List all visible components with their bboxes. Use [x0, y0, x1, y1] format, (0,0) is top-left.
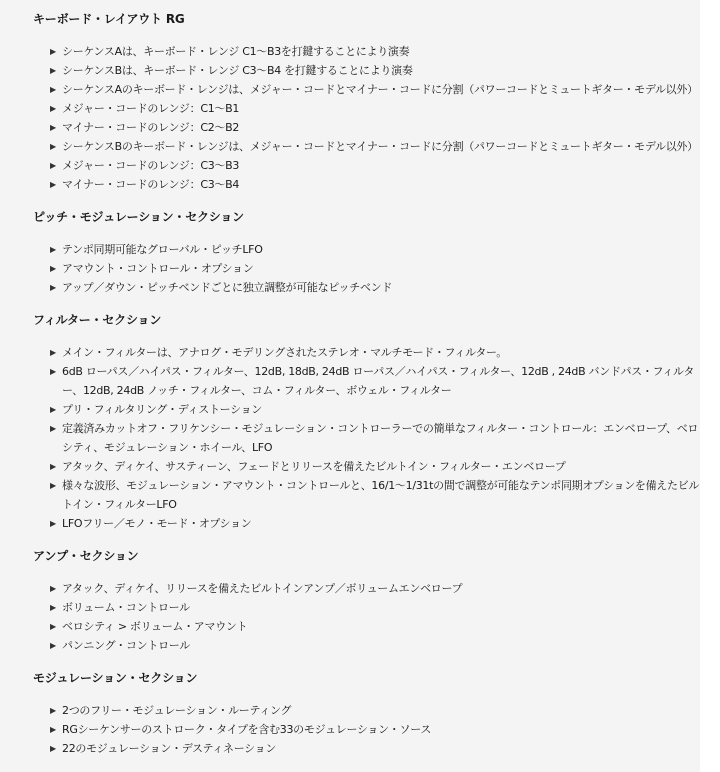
bullet-triangle-icon: ▶: [50, 47, 56, 56]
list-item: ▶ ベロシティ > ボリューム・アマウント: [50, 617, 700, 636]
list-item: ▶ シーケンスBのキーボード・レンジは、メジャー・コードとマイナー・コードに分割（パワーコードとミュートギター・モデル以外）: [50, 137, 700, 156]
bullet-triangle-icon: ▶: [50, 85, 56, 94]
list-item: ▶ 6dB ローパス／ハイパス・フィルター、12dB, 18dB, 24dB ローパス／ハイパス・フィルター、12dB , 24dB バンドパス・フィルター、12dB, 24dB ノッチ・フィルター、コム・フィルター、ボウェル・フィルター: [50, 362, 700, 400]
list-item: ▶ プリ・フィルタリング・ディストーション: [50, 400, 700, 419]
section-pitch-modulation: [33, 208, 700, 311]
list-item: ▶ 様々な波形、モジュレーション・アマウント・コントロールと、16/1〜1/31tの間で調整が可能なテンポ同期オプションを備えたビルトイン・フィルターLFO: [50, 476, 700, 514]
list-item: ▶ 定義済みカットオフ・フリケンシー・モジュレーション・コントローラーでの簡単なフィルター・コントロール：エンベロープ、ベロシティ、モジュレーション・ホイール、LFO: [50, 419, 700, 457]
list-item: ▶ アタック、ディケイ、リリースを備えたビルトインアンプ／ボリュームエンベロープ: [50, 579, 700, 598]
bullet-triangle-icon: ▶: [50, 104, 56, 113]
bullet-triangle-icon: ▶: [50, 725, 56, 734]
bullet-triangle-icon: ▶: [50, 161, 56, 170]
bullet-triangle-icon: ▶: [50, 462, 56, 471]
section-title: フィルター・セクション: [33, 313, 162, 327]
bullet-triangle-icon: ▶: [50, 245, 56, 254]
list-item: ▶ シーケンスBは、キーボード・レンジ C3〜B4 を打鍵することにより演奏: [50, 61, 700, 80]
list-item: ▶ アタック、ディケイ、サスティーン、フェードとリリースを備えたビルトイン・フィルター・エンベロープ: [50, 457, 700, 476]
bullet-triangle-icon: ▶: [50, 424, 56, 433]
bullet-triangle-icon: ▶: [50, 264, 56, 273]
section-title: アンプ・セクション: [33, 549, 139, 563]
bullet-triangle-icon: ▶: [50, 744, 56, 753]
bullet-triangle-icon: ▶: [50, 584, 56, 593]
bullet-triangle-icon: ▶: [50, 519, 56, 528]
section-title: キーボード・レイアウト RG: [33, 12, 185, 26]
bullet-triangle-icon: ▶: [50, 348, 56, 357]
list-item: ▶ シーケンスAのキーボード・レンジは、メジャー・コードとマイナー・コードに分割（パワーコードとミュートギター・モデル以外）: [50, 80, 700, 99]
list-item: ▶ シーケンスAは、キーボード・レンジ C1〜B3を打鍵することにより演奏: [50, 42, 700, 61]
bullet-triangle-icon: ▶: [50, 706, 56, 715]
bullet-triangle-icon: ▶: [50, 180, 56, 189]
bullet-triangle-icon: ▶: [50, 603, 56, 612]
section-title: モジュレーション・セクション: [33, 671, 198, 685]
list-item: ▶ マイナー・コードのレンジ：C2〜B2: [50, 118, 700, 137]
list-item: ▶ 2つのフリー・モジュレーション・ルーティング: [50, 701, 700, 720]
bullet-triangle-icon: ▶: [50, 367, 56, 376]
feature-list: [33, 565, 700, 669]
section-amp: [33, 547, 700, 669]
bullet-triangle-icon: ▶: [50, 123, 56, 132]
list-item: ▶ アマウント・コントロール・オプション: [50, 259, 700, 278]
bullet-triangle-icon: ▶: [50, 641, 56, 650]
feature-list: [33, 329, 700, 547]
list-item: ▶ メジャー・コードのレンジ：C3〜B3: [50, 156, 700, 175]
list-item: ▶ メイン・フィルターは、アナログ・モデリングされたステレオ・マルチモード・フィルター。: [50, 343, 700, 362]
bullet-triangle-icon: ▶: [50, 481, 56, 490]
section-filter: [33, 311, 700, 547]
feature-list: [33, 28, 700, 208]
list-item: ▶ マイナー・コードのレンジ：C3〜B4: [50, 175, 700, 194]
list-item: ▶ 22のモジュレーション・デスティネーション: [50, 739, 700, 758]
bullet-triangle-icon: ▶: [50, 622, 56, 631]
bullet-triangle-icon: ▶: [50, 405, 56, 414]
section-modulation: [33, 669, 700, 772]
list-item: ▶ RGシーケンサーのストローク・タイプを含む33のモジュレーション・ソース: [50, 720, 700, 739]
bullet-triangle-icon: ▶: [50, 66, 56, 75]
bullet-triangle-icon: ▶: [50, 142, 56, 151]
list-item: ▶ テンポ同期可能なグローバル・ピッチLFO: [50, 240, 700, 259]
list-item: ▶ アップ／ダウン・ピッチベンドごとに独立調整が可能なピッチベンド: [50, 278, 700, 297]
feature-list: [33, 226, 700, 311]
bullet-triangle-icon: ▶: [50, 283, 56, 292]
list-item: ▶ パンニング・コントロール: [50, 636, 700, 655]
list-item: ▶ ボリューム・コントロール: [50, 598, 700, 617]
section-title: ピッチ・モジュレーション・セクション: [33, 210, 244, 224]
list-item: ▶ メジャー・コードのレンジ：C1〜B1: [50, 99, 700, 118]
section-keyboard-layout: [33, 10, 700, 208]
list-item: ▶ LFOフリー／モノ・モード・オプション: [50, 514, 700, 533]
feature-list: [33, 687, 700, 772]
